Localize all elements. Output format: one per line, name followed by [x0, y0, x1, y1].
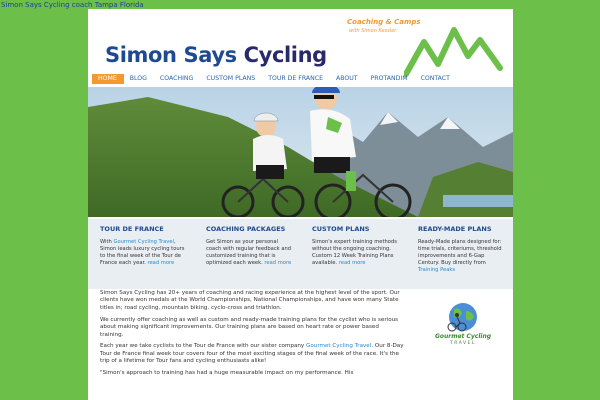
feature-text-pre: Simon's expert training methods without the ongoing coaching. Custom 12 Week Training Plans available. — [312, 239, 397, 266]
feature-title[interactable]: COACHING PACKAGES — [206, 225, 286, 233]
feature-title[interactable]: TOUR DE FRANCE — [100, 225, 164, 233]
gourmet-cycling-travel-link[interactable]: Gourmet Cycling Travel — [306, 343, 372, 350]
feature-text — [100, 239, 188, 267]
nav-contact[interactable]: CONTACT — [420, 75, 450, 82]
feature-custom-plans — [312, 225, 400, 267]
mountain-logo-icon — [404, 22, 504, 77]
nav-protandim[interactable]: PROTANDIM — [370, 75, 408, 82]
offer-paragraph: We currently offer coaching as well as custom and ready-made training plans for the cyclist who is serious about making significant improvements. Our training plans are based on heart rate or power based training. — [100, 316, 399, 338]
training-peaks-link[interactable]: Training Peaks — [418, 267, 456, 273]
badge-subtitle: TRAVEL — [450, 341, 476, 346]
cyclists-photo — [88, 87, 513, 217]
nav-tour-de-france[interactable]: TOUR DE FRANCE — [268, 75, 323, 82]
badge-title: Gourmet Cycling — [434, 333, 492, 340]
nav-blog[interactable]: BLOG — [129, 75, 147, 82]
page-container — [88, 9, 513, 400]
tour-text-pre: Each year we take cyclists to the Tour de France with our sister company — [100, 343, 307, 350]
feature-ready-made-plans — [418, 225, 506, 274]
nav-home[interactable]: HOME — [92, 74, 124, 84]
feature-text-pre: Get Simon as your personal coach with regular feedback and customized training that is optimized each week. — [206, 239, 292, 266]
feature-title[interactable]: READY-MADE PLANS — [418, 225, 492, 233]
features-strip — [88, 219, 513, 289]
subtagline: with Simon Kessler — [349, 28, 397, 34]
feature-coaching-packages — [206, 225, 294, 267]
tagline: Coaching & Camps — [347, 18, 421, 26]
tour-paragraph — [100, 343, 404, 365]
site-logo[interactable] — [105, 43, 327, 67]
feature-text-pre: With — [100, 239, 114, 245]
feature-title[interactable]: CUSTOM PLANS — [312, 225, 370, 233]
intro-paragraph: Simon Says Cycling has 20+ years of coaching and racing experience at the highest level of the sport. Our clients have won medals at the World Championships, National Championships, and have won many State titles in; road cycling, mountain biking, cyclo-cross and triathlon. — [100, 290, 400, 311]
read-more-link[interactable]: read more — [147, 260, 175, 266]
gourmet-cycling-badge[interactable] — [434, 299, 492, 349]
feature-text — [312, 239, 400, 267]
nav-coaching[interactable]: COACHING — [159, 75, 194, 82]
globe-cyclist-icon — [434, 299, 492, 333]
logo-text-first: Simon Says — [105, 43, 237, 67]
tour-text-post: . Our 8-Day Tour de France final week tour covers four of the most exciting stages of the final week of the race. It's the trip of a lifetime for Tour fans and cycling enthusiasts alike! — [100, 343, 404, 365]
main-content — [100, 290, 404, 382]
hero-image — [88, 87, 513, 217]
read-more-link[interactable]: read more — [338, 260, 366, 266]
feature-text-pre: Ready-Made plans designed for: time trials, criteriums, threshold improvements and 6-Gap Century. Buy directly from — [418, 239, 502, 266]
feature-text-post: , Simon leads luxury cycling tours to the final week of the Tour de France each year. — [100, 239, 185, 266]
nav-about[interactable]: ABOUT — [336, 75, 358, 82]
main-nav — [92, 74, 457, 84]
site-title-link[interactable]: Simon Says Cycling coach Tampa Florida — [1, 1, 144, 9]
feature-text — [418, 239, 506, 274]
gourmet-cycling-link[interactable]: Gourmet Cycling Travel — [113, 239, 174, 245]
feature-tour-de-france — [100, 225, 188, 267]
read-more-link[interactable]: read more — [264, 260, 292, 266]
header — [88, 9, 513, 73]
testimonial-paragraph: "Simon's approach to training has had a huge measurable impact on my performance. His — [100, 370, 354, 377]
feature-text — [206, 239, 294, 267]
nav-custom-plans[interactable]: CUSTOM PLANS — [206, 75, 256, 82]
logo-text-second: Cycling — [243, 43, 327, 67]
